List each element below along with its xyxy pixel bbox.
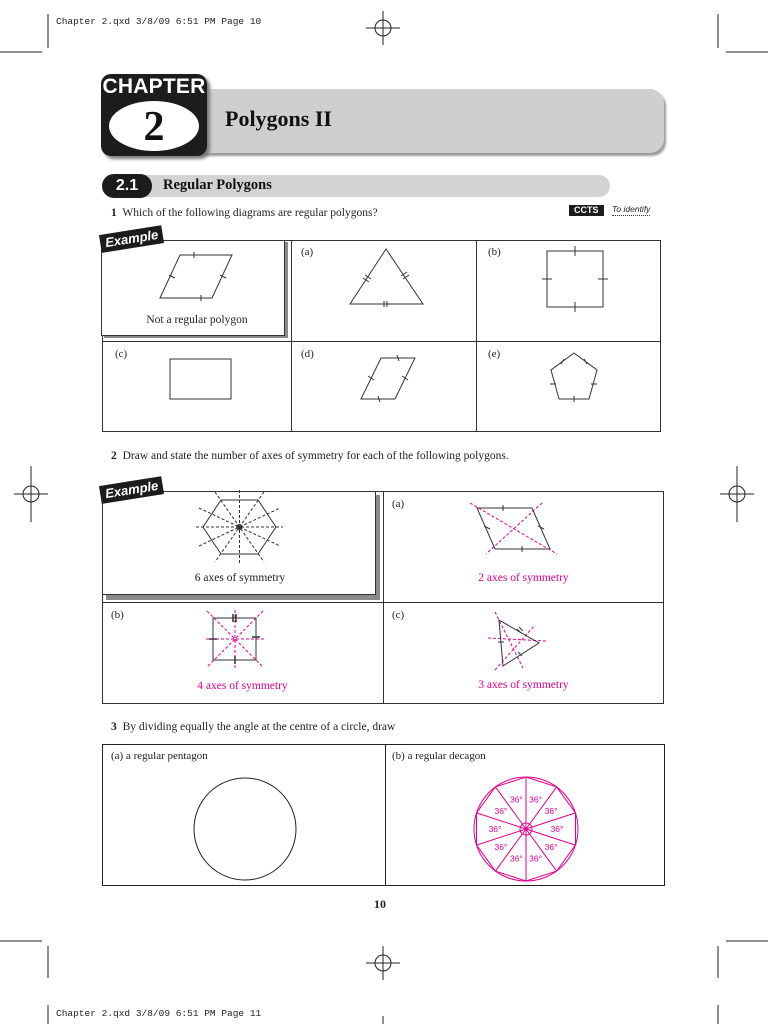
angle-label: 36°: [529, 794, 543, 805]
example-caption-q1: Not a regular polygon: [146, 314, 248, 326]
answer-2c: 3 axes of symmetry: [478, 679, 569, 691]
chapter-number: 2: [143, 104, 165, 150]
example-tag-q2: Example: [99, 476, 165, 504]
chapter-title: Polygons II: [225, 106, 332, 131]
section-title: Regular Polygons: [163, 177, 272, 193]
angle-label: 36°: [488, 824, 502, 834]
angle-label: 36°: [494, 842, 508, 853]
question-2-number: 2: [111, 450, 117, 462]
section-number: 2.1: [102, 174, 152, 198]
label-q2-c: (c): [392, 609, 405, 621]
angle-label: 36°: [544, 805, 558, 816]
ccts-badge: CCTS: [569, 205, 604, 216]
question-1-number: 1: [111, 207, 117, 219]
angle-label: 36°: [550, 824, 564, 834]
angle-label: 36°: [509, 853, 523, 864]
label-q1-e: (e): [488, 348, 501, 360]
angle-label: 36°: [529, 853, 543, 864]
ccts-note: To identify: [612, 204, 651, 214]
angle-label: 36°: [544, 842, 558, 853]
answer-2b: 4 axes of symmetry: [197, 680, 288, 692]
example-caption-q2: 6 axes of symmetry: [194, 572, 286, 584]
slug-bottom: Chapter 2.qxd 3/8/09 6:51 PM Page 11: [56, 1008, 262, 1019]
label-q3-a: (a) a regular pentagon: [111, 750, 208, 762]
question-3-number: 3: [111, 721, 117, 733]
label-q3-b: (b) a regular decagon: [392, 750, 486, 762]
label-q2-a: (a): [392, 498, 405, 510]
circle-3a: [194, 778, 296, 880]
angle-label: 36°: [509, 794, 523, 805]
label-q2-b: (b): [111, 609, 124, 621]
slug-top: Chapter 2.qxd 3/8/09 6:51 PM Page 10: [56, 16, 262, 27]
label-q1-d: (d): [301, 348, 314, 360]
example-tag-q1: Example: [99, 225, 165, 253]
question-3-text: By dividing equally the angle at the centre of a circle, draw: [122, 721, 396, 733]
angle-label: 36°: [494, 805, 508, 816]
chapter-word: CHAPTER: [102, 75, 206, 98]
answer-2a: 2 axes of symmetry: [478, 572, 569, 584]
decagon-construction: [474, 777, 578, 881]
label-q1-c: (c): [115, 348, 128, 360]
question-1-text: Which of the following diagrams are regular polygons?: [122, 207, 378, 219]
label-q1-a: (a): [301, 246, 314, 258]
page-number: 10: [374, 897, 386, 911]
question-2-text: Draw and state the number of axes of symmetry for each of the following polygons.: [122, 450, 509, 462]
label-q1-b: (b): [488, 246, 501, 258]
